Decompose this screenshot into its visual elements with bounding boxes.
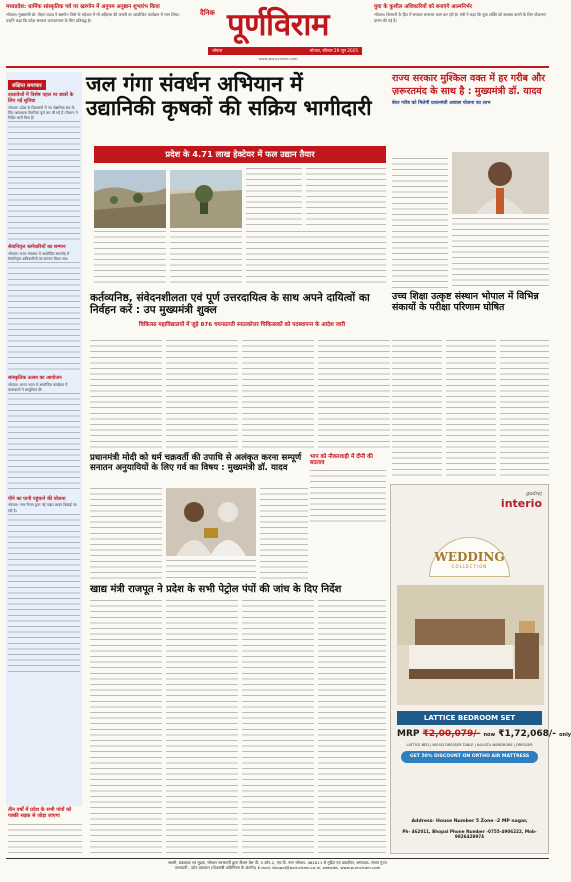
ad-price bbox=[397, 729, 571, 739]
ad-price-label: MRP bbox=[397, 729, 420, 739]
brand-website[interactable]: www.purnviram.com bbox=[258, 56, 298, 61]
cm-body-text bbox=[392, 158, 448, 288]
lead-strapline: प्रदेश के 4.71 लाख हेक्टेयर में फल उद्यान तैयार bbox=[94, 146, 386, 163]
sidebar-item bbox=[8, 496, 80, 674]
story-f-body-text bbox=[8, 824, 82, 854]
ad-price-new: ₹1,72,068/- bbox=[498, 729, 556, 739]
ad-banner: WEDDING bbox=[434, 550, 505, 564]
brand-strip-date: भोपाल, रविवार 29 जून 2025 bbox=[309, 48, 358, 53]
masthead bbox=[6, 4, 549, 66]
story-a-body-text bbox=[166, 340, 238, 450]
story-b-headline: उच्च शिक्षा उत्कृष्ट संस्थान भोपाल में विभिन्न संकायों के परीक्षा परिणाम घोषित bbox=[392, 291, 539, 313]
cm-headline: राज्य सरकार मुश्किल वक्त में हर गरीब और ज़रूरतमंद के साथ है : मुख्यमंत्री डॉ. यादव bbox=[392, 73, 546, 97]
story-a-body-text bbox=[318, 340, 390, 450]
lead-body-text bbox=[170, 231, 242, 287]
interio-advertisement[interactable] bbox=[390, 484, 571, 854]
sidebar-item bbox=[8, 92, 80, 241]
sidebar-item-text: भोपाल। भारत भवन में आयोजित कार्यक्रम में कलाकारों ने प्रस्तुतियां दीं। bbox=[8, 382, 68, 392]
sidebar-item-text: भोपाल। राज्य मंत्रालय में आयोजित समारोह में सेवानिवृत्त अधिकारियों का सम्मान किया गया। bbox=[8, 251, 70, 262]
brand-name: पूर्णविराम bbox=[226, 7, 330, 43]
lead-headline-line2: उद्यानिकी कृषकों की सक्रिय भागीदारी bbox=[86, 96, 372, 120]
ad-price-mid: now bbox=[483, 732, 496, 738]
masthead-left-headline: मध्यप्रदेश: धार्मिक सांस्कृतिक पर्व पर खरगोन में अनुपम अनुष्ठान शुभारंभ किया bbox=[6, 4, 160, 10]
lead-body-text bbox=[306, 168, 386, 228]
field-photo bbox=[94, 170, 166, 228]
story-a-headline: कर्तव्यनिष्ठ, संवेदनशीलता एवं पूर्ण उत्तरदायित्व के साथ अपने दायित्वों का निर्वहन करें : उप मुख्यमंत्री शुक्ल bbox=[90, 292, 370, 317]
story-e-body-text bbox=[166, 600, 238, 854]
ad-brand-prefix: godrej bbox=[526, 491, 542, 497]
sidebar-item-headline: दस्तावेजों में विशेष पहल पर छात्रों के लिए नई सुविधा bbox=[8, 92, 74, 105]
sidebar-tag: संक्षिप्त समाचार bbox=[8, 80, 46, 90]
sidebar-item-headline: सांस्कृतिक उत्सव का आयोजन bbox=[8, 375, 62, 382]
sidebar-item-headline: पीने का पानी पहुंचाने की योजना bbox=[8, 496, 66, 503]
sidebar-item bbox=[8, 244, 80, 372]
story-e-body-text bbox=[242, 600, 314, 854]
cm-story bbox=[392, 72, 549, 160]
sidebar-item-headline: सेवानिवृत्त कर्मचारियों का सम्मान bbox=[8, 244, 66, 251]
ad-wedding-badge bbox=[429, 537, 510, 577]
lead-story bbox=[86, 72, 386, 167]
story-a-body-text bbox=[242, 340, 314, 450]
lead-body-text bbox=[246, 168, 302, 228]
masthead-left-body: भोपाल। मुख्यमंत्री डॉ. मोहन यादव ने खरगोन जिले के महेश्वर में माँ अहिल्या की जयंती पर आयोजित कार्यक्रम में भाग लिया। उन्होंने कहा कि प्रदेश सरकार जनकल्याण के लिए प्रतिबद्ध है। bbox=[6, 12, 180, 23]
ad-address: Address- House Number 5 Zone -2 MP nagar, bbox=[411, 819, 528, 824]
sidebar-item bbox=[8, 375, 80, 493]
brand-prefix: दैनिक bbox=[200, 9, 215, 17]
footer-line-1: स्वामी, प्रकाशक एवं मुद्रक, भोपाल नवभारती द्वारा नीलम प्रेस पी- 5 जोन-2, एम.पी. नगर भोपाल- 462011 से मुद्रित एवं प्रकाशित, सम्पादक- संजय गुप्ता bbox=[168, 860, 387, 865]
cm-subheadline: बेघर गरीब को मिलेगी प्रधानमंत्री आवास योजना का लाभ bbox=[392, 101, 491, 106]
masthead-right-body: भोपाल। किसानों के हित में सरकार लगातार काम कर रही है। मंत्री ने कहा कि युवा शक्ति को सशक्त बनाने के लिए योजनाएं प्रारंभ की गई हैं। bbox=[374, 12, 546, 23]
masthead-right-story bbox=[374, 4, 549, 62]
ad-price-suffix: only bbox=[559, 732, 571, 738]
story-d-headline: प्रधानमंत्री मोदी को धर्म चक्रवर्ती की उपाधि से अलंकृत करना सम्पूर्ण सनातन अनुयायियों के लिए गर्व का विषय : मुख्यमंत्री डॉ. यादव bbox=[90, 453, 302, 473]
bedroom-photo bbox=[397, 585, 544, 705]
story-e-headline: खाद्य मंत्री राजपूत ने प्रदेश के सभी पेट्रोल पंपों की जांच के दिए निर्देश bbox=[90, 584, 342, 595]
story-a-body-text bbox=[90, 340, 162, 450]
imprint-footer bbox=[8, 860, 547, 871]
story-f-headline: तीन वर्षों में प्रदेश के सभी गांवों को पक्की सड़क से जोड़ा जाएगा bbox=[8, 807, 72, 819]
sidebar-body-text bbox=[8, 514, 80, 674]
field-photo bbox=[170, 170, 242, 228]
story-d-body-text bbox=[90, 488, 162, 580]
ad-price-old: ₹2,00,079/- bbox=[422, 729, 481, 739]
story-b-body-text bbox=[500, 340, 549, 480]
brief-news-sidebar bbox=[6, 72, 82, 806]
story-c-headline: भाप को नौकरशाही में दीनी की बदलाव bbox=[310, 454, 373, 467]
brand-strip-city: भोपाल bbox=[212, 48, 223, 53]
ad-product: LATTICE BEDROOM SET bbox=[397, 711, 542, 725]
footer-line-2: उत्तरदायी - फ़ोन प्रकाशन (पीआरबी अधिनियम के अंतर्गत) E-mail- bhopal@purnviram.co.in, website- www.purnviram.com bbox=[174, 865, 381, 871]
sidebar-item-text: भोपाल। नगर निगम द्वारा नई पाइप लाइन बिछाई जा रही है। bbox=[8, 503, 77, 513]
brand-date-strip bbox=[208, 47, 362, 55]
sidebar-item-text: भोपाल। प्रदेश के विद्यालयों में नए शैक्षणिक सत्र के लिए आवश्यक तैयारियां पूर्ण कर ली गई हैं। विभाग ने निर्देश जारी किए हैं। bbox=[8, 105, 78, 121]
sidebar-body-text bbox=[8, 121, 80, 241]
story-b-body-text bbox=[446, 340, 496, 480]
newspaper-logo bbox=[194, 4, 362, 62]
ad-phone: Ph- 462011, Bhopal Phone Number -0755-4906222, Mob-9826428974 bbox=[402, 829, 537, 839]
story-d-body-text bbox=[166, 560, 256, 580]
lead-headline-line1: जल गंगा संवर्धन अभियान में bbox=[86, 72, 303, 96]
cm-body-text bbox=[452, 218, 549, 288]
footer-divider bbox=[6, 858, 549, 859]
masthead-divider bbox=[6, 66, 549, 68]
cm-photo bbox=[452, 152, 549, 214]
sidebar-body-text bbox=[8, 393, 80, 493]
lead-body-text bbox=[94, 231, 166, 287]
lead-body-text bbox=[246, 231, 386, 287]
ad-offer: GET 50% DISCOUNT ON ORTHO AIR MATTRESS bbox=[401, 751, 538, 763]
masthead-left-story bbox=[6, 4, 181, 62]
ad-features: LATTICE BED | WOOD DRESSER TABLE | KALISTA WARDROBE | DRESSER bbox=[406, 743, 533, 747]
pm-cm-photo bbox=[166, 488, 256, 556]
masthead-right-headline: युवा के कुशील अधिकारियों को बनाएंगे आत्मनिर्भर bbox=[374, 4, 472, 10]
story-e-body-text bbox=[90, 600, 162, 854]
story-d-body-text bbox=[260, 488, 308, 580]
story-c-body-text bbox=[310, 470, 386, 525]
ad-banner-sub: COLLECTION bbox=[451, 564, 488, 569]
story-e-body-text bbox=[318, 600, 386, 854]
story-b-body-text bbox=[392, 340, 442, 480]
story-a-subheadline: चिकित्सा महाविद्यालयों में जुड़े 876 चयनप्राप्ती स्नातकोत्तर चिकित्सकों को पदस्थापना के आदेश जारी bbox=[138, 322, 346, 328]
ad-brand: interio bbox=[500, 497, 542, 510]
sidebar-body-text bbox=[8, 262, 80, 372]
